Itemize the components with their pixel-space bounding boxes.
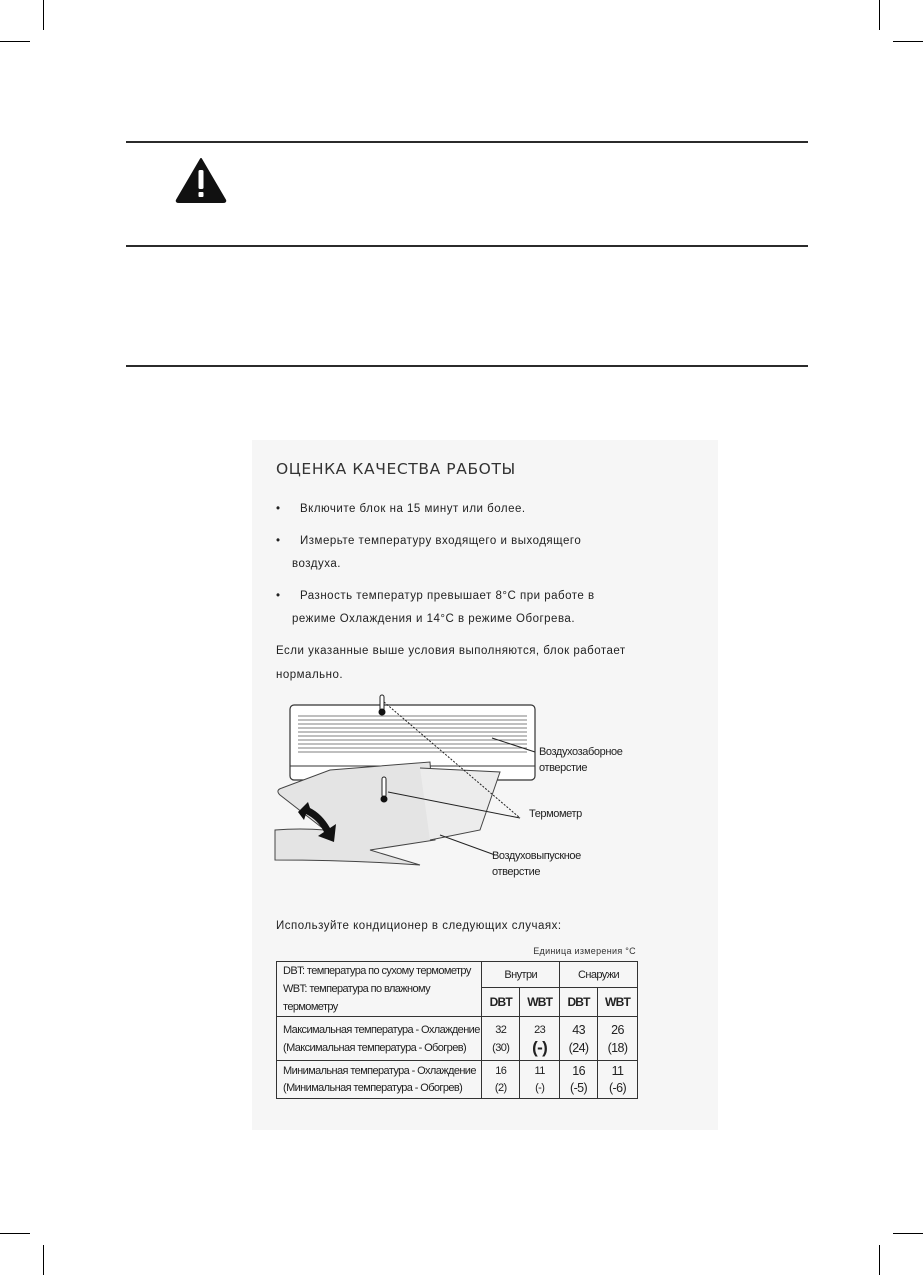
- value-cell: [598, 1017, 638, 1061]
- crop-mark: [0, 41, 30, 42]
- crop-mark: [43, 1245, 44, 1275]
- conclusion-line: нормально.: [276, 669, 344, 681]
- heating-value: (-6): [608, 1080, 627, 1095]
- heating-value: (18): [607, 1040, 628, 1055]
- value-cell: [598, 1061, 638, 1099]
- air-conditioner-diagram: [270, 690, 650, 890]
- value-cell: [560, 1061, 598, 1099]
- heating-value: (-5): [570, 1080, 588, 1095]
- crop-mark: [893, 1233, 923, 1234]
- table-row: [277, 1017, 638, 1061]
- bullet-text-line: воздуха.: [292, 558, 341, 570]
- cooling-value: 32: [495, 1023, 507, 1036]
- thermometer-label: Термометр: [529, 808, 582, 820]
- heating-value: (-): [535, 1081, 545, 1094]
- row-label: [277, 1061, 482, 1099]
- conclusion-line: Если указанные выше условия выполняются, блок работает: [276, 645, 626, 657]
- indoor-wbt-header: WBT: [520, 988, 560, 1017]
- value-cell: [482, 1017, 520, 1061]
- bullet-text-line: режиме Охлаждения и 14°C в режиме Обогрева.: [292, 613, 576, 625]
- heating-value: (2): [494, 1081, 507, 1094]
- crop-mark: [879, 0, 880, 30]
- row-label-line: Максимальная температура - Охлаждение: [283, 1023, 480, 1036]
- bullet-text: [292, 585, 660, 631]
- indoor-dbt-header: DBT: [482, 988, 520, 1017]
- bullet-text-line: Разность температур превышает 8°C при работе в: [300, 590, 595, 602]
- value-cell: [520, 1017, 560, 1061]
- cooling-value: 11: [611, 1063, 624, 1078]
- unit-caption: Единица измерения °C: [533, 946, 636, 956]
- divider-middle: [126, 245, 808, 247]
- wbt-definition: WBT: температура по влажному термометру: [283, 983, 431, 1013]
- intake-label-line: отверстие: [539, 762, 588, 774]
- crop-mark: [893, 41, 923, 42]
- bullet-text-line: Измерьте температуру входящего и выходящего: [300, 535, 582, 547]
- row-label-line: (Максимальная температура - Обогрев): [283, 1041, 467, 1054]
- dbt-definition: DBT: температура по сухому термометру: [283, 965, 471, 977]
- heating-value: (24): [568, 1040, 589, 1055]
- value-cell: [560, 1017, 598, 1061]
- bullet-text: [292, 530, 660, 576]
- warning-triangle-icon: [175, 157, 227, 203]
- operating-conditions-table: [276, 961, 638, 1099]
- bullet-marker: •: [276, 590, 281, 602]
- cooling-value: 23: [534, 1023, 546, 1036]
- conclusion-paragraph: [276, 639, 636, 687]
- divider-bottom: [126, 365, 808, 367]
- crop-mark: [43, 0, 44, 30]
- outlet-label-line: Воздуховыпускное: [492, 850, 581, 862]
- crop-mark: [0, 1233, 30, 1234]
- cooling-value: 16: [572, 1063, 585, 1078]
- cooling-value: 11: [534, 1064, 545, 1077]
- usage-title: Используйте кондиционер в следующих случаях:: [276, 920, 562, 932]
- value-cell: [520, 1061, 560, 1099]
- intake-label-line: Воздухозаборное: [539, 746, 623, 758]
- intake-label: [539, 744, 622, 776]
- section-title: ОЦЕНКА КАЧЕСТВА РАБОТЫ: [276, 460, 516, 478]
- cooling-value: 16: [495, 1064, 507, 1077]
- row-label-line: (Минимальная температура - Обогрев): [283, 1081, 463, 1094]
- outdoor-wbt-header: WBT: [598, 988, 638, 1017]
- heating-value: (-): [532, 1037, 548, 1057]
- outdoor-header: Снаружи: [560, 962, 638, 988]
- outlet-label-line: отверстие: [492, 866, 541, 878]
- definitions-cell: [277, 962, 482, 1017]
- indoor-header: Внутри: [482, 962, 560, 988]
- heating-value: (30): [492, 1041, 510, 1054]
- table-header-row: [277, 962, 638, 988]
- bullet-marker: •: [276, 535, 281, 547]
- crop-mark: [879, 1245, 880, 1275]
- cooling-value: 43: [572, 1022, 585, 1037]
- table-row: [277, 1061, 638, 1099]
- outlet-label: [492, 848, 581, 880]
- cooling-value: 26: [611, 1022, 624, 1037]
- bullet-marker: •: [276, 503, 281, 515]
- divider-top: [126, 141, 808, 143]
- value-cell: [482, 1061, 520, 1099]
- outdoor-dbt-header: DBT: [560, 988, 598, 1017]
- bullet-text: Включите блок на 15 минут или более.: [300, 503, 526, 515]
- row-label-line: Минимальная температура - Охлаждение: [283, 1064, 476, 1077]
- row-label: [277, 1017, 482, 1061]
